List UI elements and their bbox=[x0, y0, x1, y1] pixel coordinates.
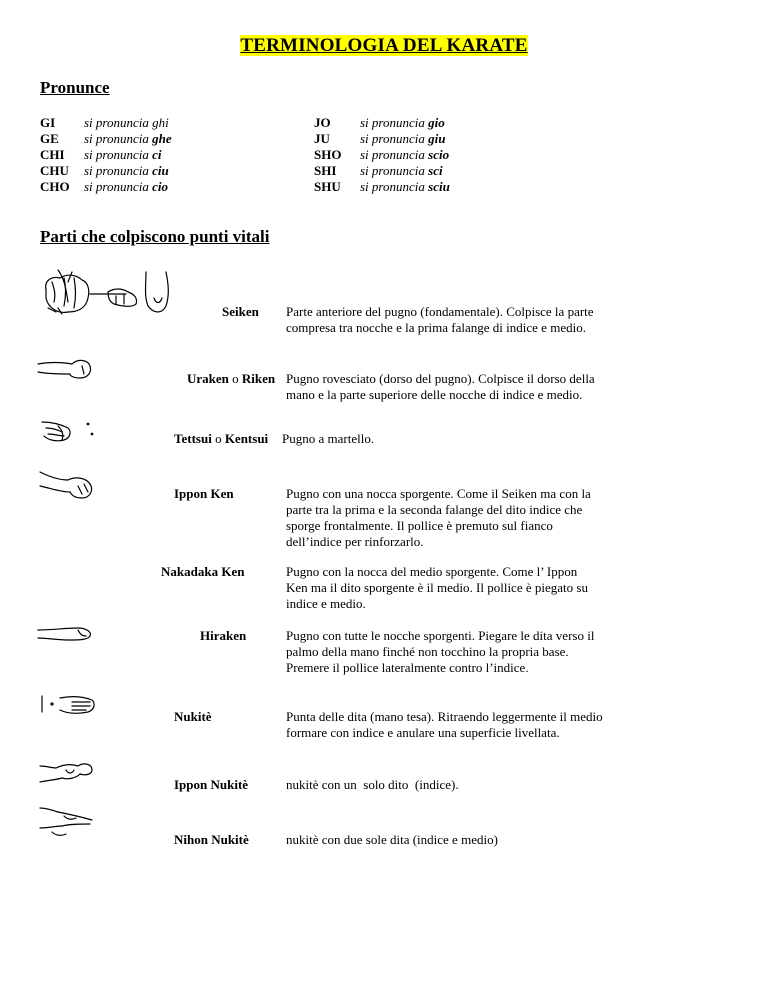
desc-ippon-nukite bbox=[286, 777, 676, 793]
term-joiner: o bbox=[232, 371, 239, 386]
pron-key: CHI bbox=[40, 147, 65, 162]
pron-row-cho bbox=[40, 179, 172, 195]
desc-nukite bbox=[286, 709, 676, 741]
desc-line: Pugno con la nocca del medio sporgente. Come l’ Ippon bbox=[286, 564, 578, 579]
pron-value: cio bbox=[152, 179, 169, 194]
desc-ippon-ken bbox=[286, 486, 676, 550]
pron-prefix: si pronuncia bbox=[360, 115, 425, 130]
desc-line: Parte anteriore del pugno (fondamentale). Colpisce la parte bbox=[286, 304, 594, 319]
pron-key: CHO bbox=[40, 179, 70, 194]
pron-prefix: si pronuncia bbox=[84, 115, 149, 130]
term-nihon-nukite bbox=[174, 832, 249, 848]
term-label: Nihon Nukitè bbox=[174, 832, 249, 847]
term-alt-label: Riken bbox=[241, 371, 276, 386]
term-nakadaka-ken bbox=[161, 564, 244, 580]
pron-value: scio bbox=[428, 147, 450, 162]
pron-row-ju bbox=[314, 131, 450, 147]
pron-prefix: si pronuncia bbox=[360, 163, 425, 178]
pron-key: CHU bbox=[40, 163, 69, 178]
pronunce-heading: Pronunce bbox=[40, 78, 110, 97]
desc-line: Premere il pollice lateralmente contro l’indice. bbox=[286, 660, 529, 675]
pronunce-left bbox=[40, 115, 172, 195]
pron-row-chu bbox=[40, 163, 172, 179]
hammer-fist-icon bbox=[40, 418, 100, 446]
pronunce-right bbox=[314, 115, 450, 195]
desc-line: Pugno con una nocca sporgente. Come il Seiken ma con la bbox=[286, 486, 591, 501]
desc-line: compresa tra nocche e la prima falange di indice e medio. bbox=[286, 320, 586, 335]
desc-line: dell’indice per rinforzarlo. bbox=[286, 534, 424, 549]
desc-line: Pugno con tutte le nocche sporgenti. Piegare le dita verso il bbox=[286, 628, 595, 643]
desc-uraken bbox=[286, 371, 676, 403]
backfist-icon bbox=[38, 352, 98, 384]
one-finger-spear-icon bbox=[38, 758, 98, 788]
term-label: Ippon Ken bbox=[174, 486, 234, 501]
desc-tettsui bbox=[282, 431, 672, 447]
spear-hand-icon bbox=[38, 690, 98, 720]
pron-prefix: si pronuncia bbox=[84, 131, 149, 146]
desc-nihon-nukite bbox=[286, 832, 676, 848]
pron-value: ghe bbox=[152, 131, 172, 146]
term-seiken bbox=[222, 304, 259, 320]
term-label: Nukitè bbox=[174, 709, 212, 724]
pron-row-ge bbox=[40, 131, 172, 147]
pron-row-chi bbox=[40, 147, 172, 163]
pron-prefix: si pronuncia bbox=[84, 163, 149, 178]
pron-prefix: si pronuncia bbox=[84, 179, 149, 194]
desc-line: Pugno rovesciato (dorso del pugno). Colpisce il dorso della bbox=[286, 371, 595, 386]
pron-row-sho bbox=[314, 147, 450, 163]
desc-line: Punta delle dita (mano tesa). Ritraendo leggermente il medio bbox=[286, 709, 603, 724]
term-label: Ippon Nukitè bbox=[174, 777, 249, 792]
desc-line: Pugno a martello. bbox=[282, 431, 375, 446]
desc-line: nukitè con un solo dito (indice). bbox=[286, 777, 459, 792]
desc-line: mano e la parte superiore delle nocche di indice e medio. bbox=[286, 387, 583, 402]
desc-line: palmo della mano finché non tocchino la propria base. bbox=[286, 644, 569, 659]
desc-line: indice e medio. bbox=[286, 596, 366, 611]
term-ippon-ken bbox=[174, 486, 234, 502]
pron-value: gio bbox=[428, 115, 445, 130]
pron-value: ghi bbox=[152, 115, 169, 130]
desc-line: Ken ma il dito sporgente è il medio. Il pollice è piegato su bbox=[286, 580, 588, 595]
desc-hiraken bbox=[286, 628, 676, 676]
term-ippon-nukite bbox=[174, 777, 248, 793]
pron-row-gi bbox=[40, 115, 172, 131]
pron-key: GE bbox=[40, 131, 59, 146]
term-label: Tettsui bbox=[174, 431, 212, 446]
pron-key: SHU bbox=[314, 179, 341, 194]
one-knuckle-fist-icon bbox=[38, 466, 98, 502]
term-uraken bbox=[187, 371, 275, 387]
desc-nakadaka-ken bbox=[286, 564, 676, 612]
pron-value: sci bbox=[428, 163, 443, 178]
desc-line: nukitè con due sole dita (indice e medio) bbox=[286, 832, 498, 847]
pron-row-jo bbox=[314, 115, 450, 131]
term-label: Uraken bbox=[187, 371, 229, 386]
term-hiraken bbox=[200, 628, 246, 644]
pron-value: ci bbox=[152, 147, 162, 162]
pron-prefix: si pronuncia bbox=[360, 147, 425, 162]
term-joiner: o bbox=[215, 431, 222, 446]
term-nukite bbox=[174, 709, 212, 725]
term-tettsui bbox=[174, 431, 268, 447]
pron-key: SHI bbox=[314, 163, 337, 178]
pron-key: SHO bbox=[314, 147, 342, 162]
pron-prefix: si pronuncia bbox=[360, 131, 425, 146]
pron-key: JO bbox=[314, 115, 331, 130]
desc-line: parte tra la prima e la seconda falange del dito indice che bbox=[286, 502, 583, 517]
pron-value: sciu bbox=[428, 179, 450, 194]
term-label: Seiken bbox=[222, 304, 259, 319]
term-label: Nakadaka Ken bbox=[161, 564, 245, 579]
pron-prefix: si pronuncia bbox=[84, 147, 149, 162]
pron-value: giu bbox=[428, 131, 446, 146]
flat-fist-icon bbox=[38, 622, 98, 646]
two-finger-spear-icon bbox=[38, 802, 98, 838]
page-title bbox=[0, 35, 768, 57]
pron-row-shi bbox=[314, 163, 450, 179]
parti-heading: Parti che colpiscono punti vitali bbox=[40, 227, 270, 246]
pron-key: GI bbox=[40, 115, 56, 130]
page-title-text: TERMINOLOGIA DEL KARATE bbox=[240, 35, 528, 56]
desc-seiken bbox=[286, 304, 676, 336]
pron-prefix: si pronuncia bbox=[360, 179, 425, 194]
pron-row-shu bbox=[314, 179, 450, 195]
desc-line: sporge frontalmente. Il pollice è premuto sul fianco bbox=[286, 518, 553, 533]
desc-line: formare con indice e anulare una superficie livellata. bbox=[286, 725, 560, 740]
term-alt-label: Kentsui bbox=[224, 431, 269, 446]
term-label: Hiraken bbox=[200, 628, 247, 643]
fist-front-icon bbox=[38, 268, 173, 320]
pron-value: ciu bbox=[152, 163, 169, 178]
pron-key: JU bbox=[314, 131, 330, 146]
